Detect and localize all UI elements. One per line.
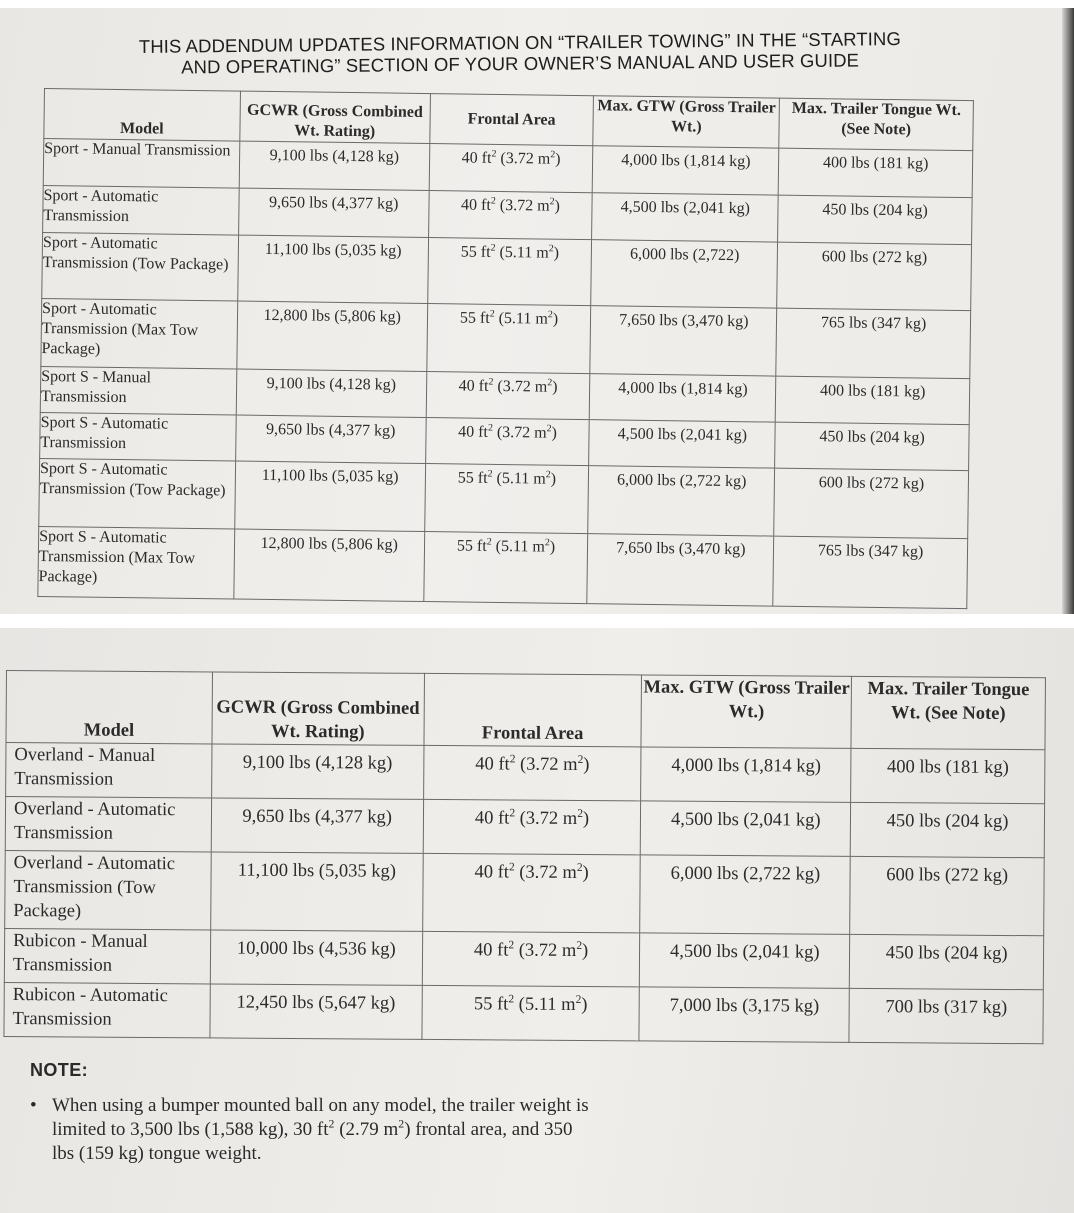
cell-model: Sport - Automatic Transmission (Tow Package)	[42, 232, 239, 301]
col-header-model: Model	[44, 89, 240, 142]
note-title: NOTE:	[30, 1060, 88, 1080]
cell-gtw: 7,650 lbs (3,470 kg)	[590, 306, 777, 376]
note-item	[30, 1094, 590, 1166]
cell-frontal-m: (3.72 m	[518, 940, 577, 961]
cell-gtw: 4,500 lbs (2,041 kg)	[641, 801, 851, 856]
cell-gtw: 4,500 lbs (2,041 kg)	[640, 933, 850, 988]
cell-frontal-m: (3.72 m	[519, 808, 578, 829]
cell-model: Sport - Automatic Transmission (Max Tow Package)	[41, 298, 238, 369]
col-header-gtw: Max. GTW (Gross Trailer Wt.)	[593, 96, 779, 148]
page-edge-shadow	[1062, 8, 1074, 614]
col-header-frontal-area: Frontal Area	[424, 673, 642, 747]
cell-frontal-m: (3.72 m	[499, 196, 550, 215]
table-row	[4, 928, 1043, 989]
cell-tongue: 400 lbs (181 kg)	[851, 748, 1045, 803]
cell-frontal-m: (5.11 m	[495, 537, 545, 556]
cell-gtw: 6,000 lbs (2,722 kg)	[588, 466, 775, 536]
cell-frontal-ft: 40 ft	[461, 196, 492, 214]
cell-model: Sport S - Automatic Transmission	[40, 412, 236, 461]
table-row	[39, 458, 969, 538]
cell-frontal-ft: 55 ft	[473, 994, 509, 1015]
cell-model: Sport S - Manual Transmission	[40, 366, 236, 415]
cell-frontal-ft: 40 ft	[473, 940, 509, 961]
cell-frontal-m: (3.72 m	[500, 149, 551, 168]
cell-frontal-ft: 40 ft	[474, 862, 509, 883]
cell-gtw: 4,500 lbs (2,041 kg)	[589, 420, 775, 468]
cell-frontal-area: 55 $ft^2$ (5.11 $m^2$)	[426, 304, 591, 374]
cell-gcwr: 11,100 lbs (5,035 kg)	[235, 461, 426, 531]
cell-gtw: 6,000 lbs (2,722 kg)	[640, 855, 850, 934]
cell-gcwr: 12,800 lbs (5,806 kg)	[237, 301, 428, 371]
cell-tongue: 600 lbs (272 kg)	[850, 856, 1044, 935]
cell-frontal-ft: 55 ft	[456, 537, 487, 555]
cell-frontal-area: 55 $ft^2$ (5.11 $m^2$)	[423, 532, 588, 604]
cell-gcwr: 9,100 lbs (4,128 kg)	[236, 369, 426, 417]
cell-frontal-ft: 55 ft	[459, 309, 490, 327]
cell-frontal-m: (5.11 m	[498, 309, 548, 328]
cell-frontal-m: (3.72 m	[519, 862, 577, 883]
cell-tongue: 450 lbs (204 kg)	[849, 934, 1043, 989]
cell-model: Sport S - Automatic Transmission (Tow Package)	[39, 458, 236, 529]
cell-gcwr: 9,650 lbs (4,377 kg)	[211, 798, 423, 853]
heading-line-1: THIS ADDENDUM UPDATES INFORMATION ON “TRAILER TOWING” IN THE “STARTING	[138, 28, 902, 57]
cell-frontal-ft: 40 ft	[458, 423, 489, 441]
cell-tongue: 450 lbs (204 kg)	[775, 422, 969, 471]
note-text-part: ) frontal area, and 350 lbs (159 kg) tongue weight.	[52, 1119, 573, 1164]
bullet-icon: •	[30, 1095, 37, 1116]
heading-line-2: AND OPERATING” SECTION OF YOUR OWNER’S MANUAL AND USER GUIDE	[181, 49, 860, 78]
addendum-heading	[0, 27, 1040, 80]
cell-gtw: 7,000 lbs (3,175 kg)	[639, 987, 849, 1042]
cell-frontal-m: (5.11 m	[496, 469, 546, 488]
addendum-page-top	[0, 8, 1074, 614]
cell-model: Overland - Automatic Transmission (Tow Package)	[5, 850, 211, 929]
cell-frontal-m: (3.72 m	[496, 423, 547, 442]
cell-model: Overland - Manual Transmission	[6, 743, 212, 798]
table-row	[6, 743, 1045, 804]
note-text: When using a bumper mounted ball on any model, the trailer weight is limited to 3,500 lbs (1,588 kg), 30 $ft^2$ (2.79 $m^2$) frontal area, and 350 lbs (159 kg) tongue weight.	[52, 1095, 589, 1164]
cell-gtw: 6,000 lbs (2,722)	[591, 240, 778, 308]
cell-gtw: 4,000 lbs (1,814 kg)	[590, 374, 776, 422]
col-header-gcwr: GCWR (Gross Combined Wt. Rating)	[212, 672, 424, 745]
cell-frontal-area: 40 $ft^2$ (3.72 $m^2$)	[428, 191, 592, 240]
cell-gcwr: 9,100 lbs (4,128 kg)	[211, 744, 423, 799]
table-row	[41, 298, 971, 378]
cell-model: Sport S - Automatic Transmission (Max Tow Package)	[38, 526, 235, 599]
cell-gcwr: 11,100 lbs (5,035 kg)	[211, 852, 423, 931]
cell-tongue: 400 lbs (181 kg)	[778, 148, 972, 198]
cell-tongue: 765 lbs (347 kg)	[776, 308, 971, 379]
addendum-page-bottom	[0, 628, 1074, 1213]
col-header-tongue: Max. Trailer Tongue Wt. (See Note)	[779, 98, 973, 151]
note-text-part: When using a bumper mounted ball on any model, the trailer weight is limited to 3,500 lbs (1,588 kg), 30 ft	[52, 1095, 589, 1140]
cell-frontal-area: 40 $ft^2$ (3.72 $m^2$)	[425, 418, 589, 466]
note-text-part: (2.79 m	[334, 1119, 399, 1140]
cell-frontal-area: 40 $ft^2$ (3.72 $m^2$)	[422, 931, 640, 987]
cell-frontal-ft: 40 ft	[474, 808, 510, 829]
towing-table-overland-rubicon	[3, 670, 1046, 1044]
col-header-gtw: Max. GTW (Gross Trailer Wt.)	[641, 675, 851, 748]
table-row	[5, 797, 1044, 858]
towing-table-sport	[37, 88, 974, 609]
cell-gcwr: 9,100 lbs (4,128 kg)	[239, 141, 429, 190]
cell-frontal-area: 40 $ft^2$ (3.72 $m^2$)	[426, 372, 590, 420]
col-header-tongue: Max. Trailer Tongue Wt. (See Note)	[851, 676, 1045, 749]
table-row	[4, 982, 1043, 1043]
cell-gtw: 4,500 lbs (2,041 kg)	[592, 193, 778, 242]
cell-gcwr: 9,650 lbs (4,377 kg)	[238, 188, 428, 237]
cell-tongue: 400 lbs (181 kg)	[775, 376, 969, 425]
cell-frontal-m: (3.72 m	[519, 754, 578, 775]
table-row	[38, 526, 968, 608]
cell-model: Rubicon - Manual Transmission	[4, 928, 210, 983]
cell-tongue: 765 lbs (347 kg)	[773, 536, 968, 609]
col-header-frontal-area: Frontal Area	[429, 94, 593, 146]
cell-frontal-area: 40 $ft^2$ (3.72 $m^2$)	[422, 853, 640, 933]
cell-frontal-ft: 40 ft	[461, 149, 492, 167]
cell-model: Rubicon - Automatic Transmission	[4, 982, 210, 1037]
table-row	[42, 232, 972, 310]
cell-tongue: 600 lbs (272 kg)	[777, 242, 972, 311]
cell-tongue: 450 lbs (204 kg)	[778, 195, 972, 245]
cell-frontal-ft: 55 ft	[460, 243, 491, 261]
cell-gtw: 4,000 lbs (1,814 kg)	[641, 747, 851, 802]
cell-frontal-area: 55 $ft^2$ (5.11 $m^2$)	[427, 238, 592, 306]
cell-frontal-area: 55 $ft^2$ (5.11 $m^2$)	[424, 464, 589, 534]
cell-frontal-m: (5.11 m	[518, 994, 576, 1015]
cell-gcwr: 9,650 lbs (4,377 kg)	[235, 415, 425, 463]
cell-tongue: 600 lbs (272 kg)	[774, 468, 969, 539]
cell-frontal-m: (3.72 m	[497, 377, 548, 396]
cell-frontal-area: 40 $ft^2$ (3.72 $m^2$)	[429, 144, 593, 193]
cell-gtw: 4,000 lbs (1,814 kg)	[593, 146, 779, 195]
cell-frontal-area: 55 $ft^2$ (5.11 $m^2$)	[422, 985, 640, 1041]
cell-frontal-ft: 40 ft	[475, 754, 510, 775]
cell-tongue: 700 lbs (317 kg)	[849, 988, 1043, 1043]
cell-frontal-ft: 40 ft	[458, 377, 489, 395]
cell-tongue: 450 lbs (204 kg)	[850, 802, 1044, 857]
table-header-row	[6, 671, 1045, 750]
cell-frontal-m: (5.11 m	[499, 243, 549, 262]
col-header-model: Model	[6, 671, 212, 744]
cell-gcwr: 12,450 lbs (5,647 kg)	[210, 984, 422, 1039]
cell-gcwr: 11,100 lbs (5,035 kg)	[238, 235, 429, 303]
table-row	[5, 850, 1045, 935]
cell-frontal-ft: 55 ft	[457, 469, 488, 487]
cell-gcwr: 12,800 lbs (5,806 kg)	[234, 529, 425, 601]
cell-gtw: 7,650 lbs (3,470 kg)	[587, 534, 774, 606]
cell-model: Sport - Automatic Transmission	[43, 185, 239, 235]
cell-model: Sport - Manual Transmission	[43, 139, 239, 189]
note-section	[30, 1058, 590, 1166]
col-header-gcwr: GCWR (Gross Combined Wt. Rating)	[240, 91, 430, 143]
cell-frontal-area: 40 $ft^2$ (3.72 $m^2$)	[423, 745, 641, 801]
cell-frontal-area: 40 $ft^2$ (3.72 $m^2$)	[423, 799, 641, 855]
cell-model: Overland - Automatic Transmission	[5, 797, 211, 852]
cell-gcwr: 10,000 lbs (4,536 kg)	[210, 930, 422, 985]
